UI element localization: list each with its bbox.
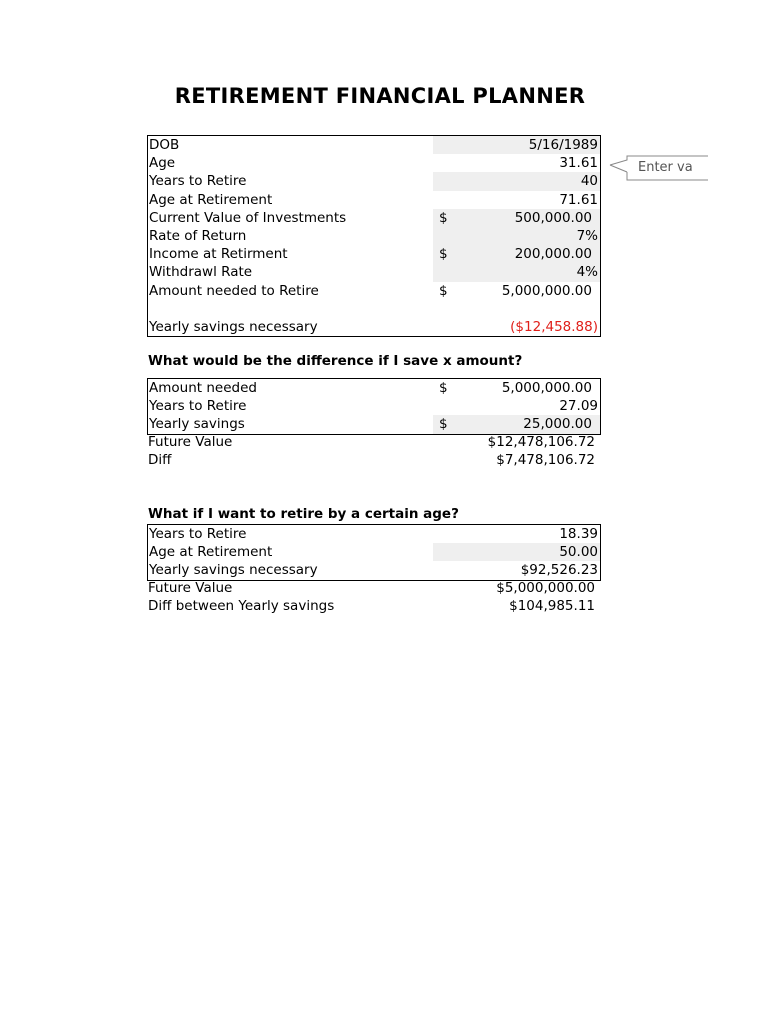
row-value: 27.09 <box>559 398 598 415</box>
currency-symbol: $ <box>439 416 448 433</box>
currency-symbol: $ <box>439 246 448 263</box>
section-heading-save-amount: What would be the difference if I save x amount? <box>148 353 523 369</box>
row-label: Years to Retire <box>149 526 247 542</box>
row-value[interactable]: 7% <box>576 227 598 244</box>
cell-comment-callout <box>608 155 708 181</box>
row-value: 71.61 <box>559 191 598 208</box>
row-label: Future Value <box>148 434 233 450</box>
table-row <box>148 561 600 579</box>
row-label: Age <box>149 155 176 172</box>
table-row <box>148 397 600 415</box>
callout-text: Enter va <box>638 160 693 175</box>
row-label: Age at Retirement <box>149 191 273 208</box>
row-label: Age at Retirement <box>149 544 273 561</box>
retire-age-results <box>147 579 601 615</box>
row-value: 31.61 <box>559 155 598 172</box>
row-label: Future Value <box>148 580 233 596</box>
row-value[interactable]: 5/16/1989 <box>528 137 598 153</box>
row-value[interactable]: 40 <box>580 173 598 190</box>
row-value[interactable]: 4% <box>576 264 598 281</box>
table-row <box>148 318 600 336</box>
table-row <box>148 282 600 300</box>
retire-age-table <box>147 524 601 581</box>
table-row <box>148 227 600 245</box>
main-input-table <box>147 135 601 337</box>
row-value: 18.39 <box>559 526 598 542</box>
row-label: Diff <box>148 452 172 469</box>
row-label: Diff between Yearly savings <box>148 598 335 615</box>
row-value: ($12,458.88) <box>510 318 598 335</box>
row-value: $92,526.23 <box>520 562 598 579</box>
currency-symbol: $ <box>439 380 448 396</box>
row-value: $104,985.11 <box>509 598 595 615</box>
row-value[interactable]: 500,000.00 <box>514 209 592 226</box>
row-label: Yearly savings necessary <box>149 318 318 335</box>
row-label: Amount needed <box>149 380 257 396</box>
table-row <box>148 172 600 190</box>
row-label: Years to Retire <box>149 398 247 415</box>
row-label: Yearly savings necessary <box>149 562 318 579</box>
currency-symbol: $ <box>439 209 448 226</box>
row-value[interactable]: 200,000.00 <box>514 246 592 263</box>
row-value[interactable]: 25,000.00 <box>523 416 592 433</box>
row-value: $7,478,106.72 <box>496 452 595 469</box>
input-cell-shading[interactable] <box>433 227 600 245</box>
row-value: 5,000,000.00 <box>501 282 592 299</box>
row-label: Years to Retire <box>149 173 247 190</box>
section-heading-retire-age: What if I want to retire by a certain age? <box>148 506 459 522</box>
input-cell-shading[interactable] <box>433 172 600 190</box>
table-row <box>148 154 600 172</box>
table-row <box>148 209 600 227</box>
row-value: $12,478,106.72 <box>487 434 595 450</box>
row-label: Rate of Return <box>149 227 247 244</box>
table-row <box>148 415 600 433</box>
table-row <box>148 525 600 543</box>
table-row <box>148 543 600 561</box>
table-row <box>147 433 601 451</box>
row-label: DOB <box>149 137 180 153</box>
row-label: Current Value of Investments <box>149 209 347 226</box>
row-label: Income at Retirment <box>149 246 288 263</box>
row-value[interactable]: 50.00 <box>559 544 598 561</box>
table-row <box>148 136 600 154</box>
table-row <box>148 379 600 397</box>
table-row <box>147 597 601 615</box>
row-label: Withdrawl Rate <box>149 264 253 281</box>
row-value: 5,000,000.00 <box>501 380 592 396</box>
row-label: Yearly savings <box>149 416 245 433</box>
table-row <box>147 579 601 597</box>
row-value: $5,000,000.00 <box>496 580 595 596</box>
save-amount-results <box>147 433 601 469</box>
save-amount-table <box>147 378 601 435</box>
table-row <box>148 263 600 281</box>
currency-symbol: $ <box>439 282 448 299</box>
table-row <box>148 245 600 263</box>
table-row <box>147 451 601 469</box>
table-row <box>148 191 600 209</box>
input-cell-shading[interactable] <box>433 263 600 281</box>
row-label: Amount needed to Retire <box>149 282 319 299</box>
table-row <box>148 300 600 318</box>
page-title: RETIREMENT FINANCIAL PLANNER <box>174 84 586 108</box>
